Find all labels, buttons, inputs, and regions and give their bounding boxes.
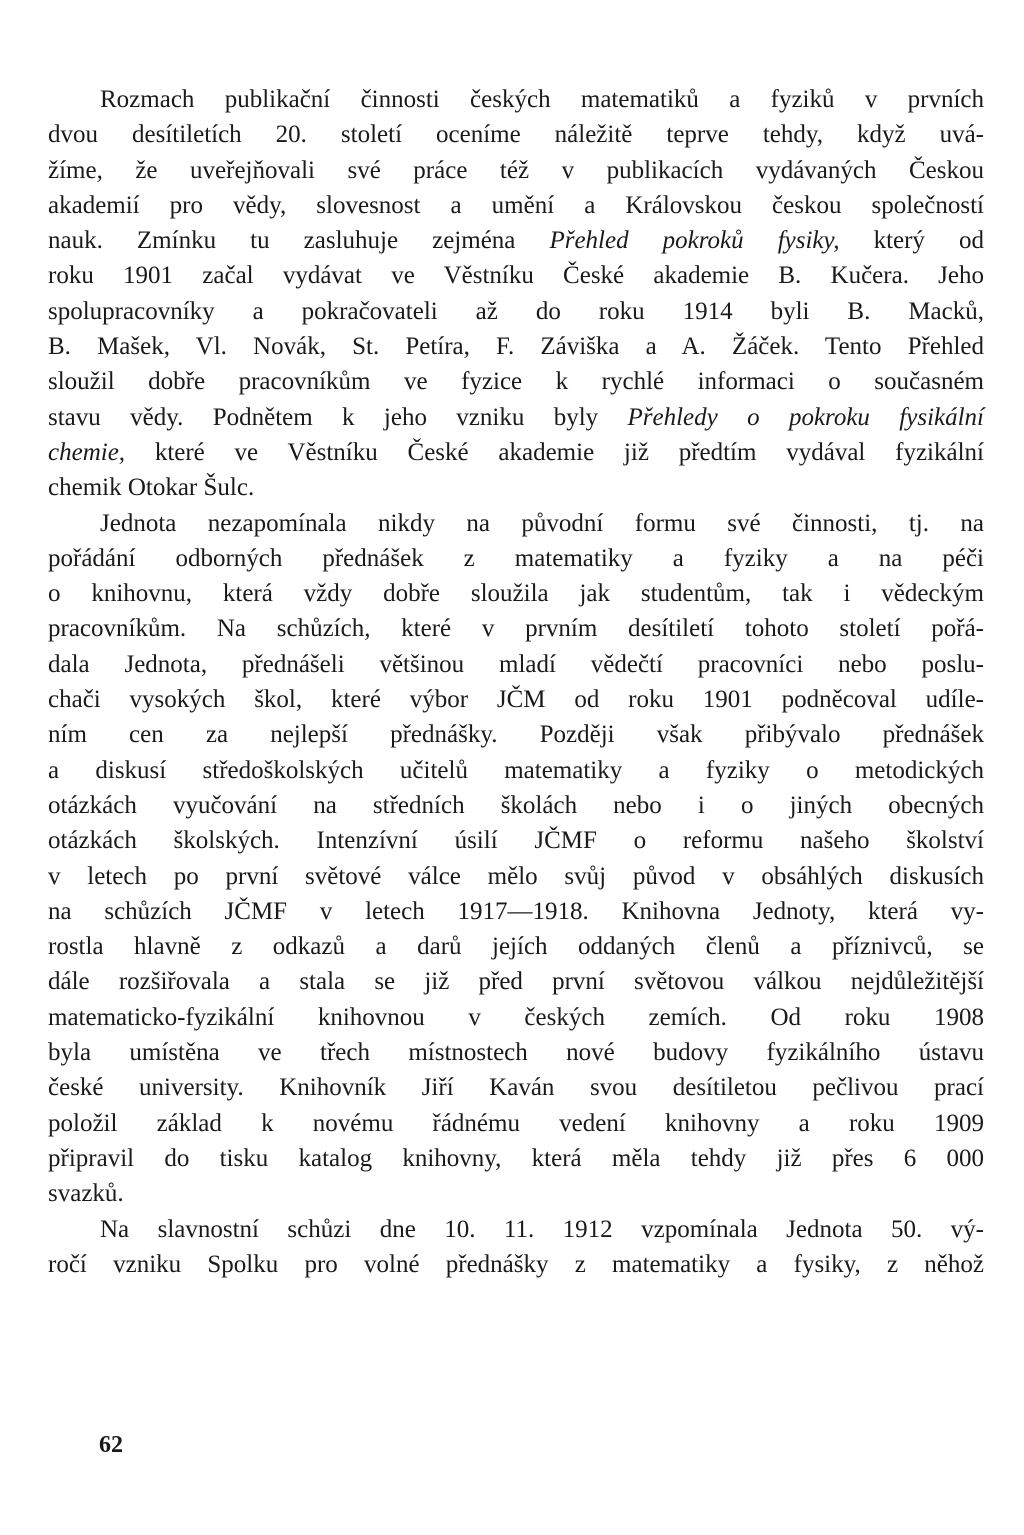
- text-line: [48, 647, 984, 682]
- text-segment: nauk. Zmínku tu zasluhuje zejména: [48, 227, 550, 255]
- text-segment: sloužil dobře pracovníkům ve fyzice k rychlé informaci o současném: [48, 368, 984, 396]
- text-segment: připravil do tisku katalog knihovny, která měla tehdy již přes 6 000: [48, 1144, 984, 1172]
- text-segment: dala Jednota, přednášeli většinou mladí vědečtí pracovníci nebo poslu-: [48, 650, 984, 678]
- text-segment: B. Mašek, Vl. Novák, St. Petíra, F. Záviška a A. Žáček. Tento Přehled: [48, 333, 984, 361]
- text-segment: dále rozšiřovala a stala se již před první světovou válkou nejdůležitější: [48, 968, 984, 996]
- text-line: [48, 823, 984, 858]
- text-line: [48, 1070, 984, 1105]
- text-segment: dvou desítiletích 20. století oceníme náležitě teprve tehdy, když uvá-: [48, 121, 984, 149]
- italic-title: Přehledy o pokroku fysikální: [627, 403, 984, 431]
- text-line: [48, 788, 984, 823]
- text-segment: žíme, že uveřejňovali své práce též v publikacích vydávaných Českou: [48, 156, 984, 184]
- text-line: [48, 753, 984, 788]
- page-body: [48, 82, 984, 1282]
- text-line: [48, 294, 984, 329]
- text-line: [48, 364, 984, 399]
- text-line: [48, 435, 984, 470]
- text-line: [48, 258, 984, 293]
- text-segment: ním cen za nejlepší přednášky. Později však přibývalo přednášek: [48, 721, 984, 749]
- text-segment: ročí vzniku Spolku pro volné přednášky z matematiky a fysiky, z něhož: [48, 1250, 984, 1278]
- text-line: [48, 1176, 984, 1211]
- text-line: [48, 682, 984, 717]
- text-line: [48, 717, 984, 752]
- text-segment: pořádání odborných přednášek z matematiky a fyziky a na péči: [48, 544, 984, 572]
- paragraph-1: [48, 82, 984, 506]
- text-line: [48, 929, 984, 964]
- text-line: [48, 1035, 984, 1070]
- text-segment: chemik Otokar Šulc.: [48, 474, 255, 502]
- paragraph-2: [48, 506, 984, 1212]
- text-segment: Rozmach publikační činnosti českých matematiků a fyziků v prvních: [100, 86, 984, 113]
- text-line: [48, 611, 984, 646]
- text-line: [48, 153, 984, 188]
- text-line: [48, 400, 984, 435]
- text-line: [48, 1106, 984, 1141]
- text-segment: byla umístěna ve třech místnostech nové budovy fyzikálního ústavu: [48, 1039, 984, 1067]
- text-line: [48, 1247, 984, 1282]
- text-line: [48, 470, 984, 505]
- text-line: [48, 329, 984, 364]
- text-segment: otázkách školských. Intenzívní úsilí JČMF o reformu našeho školství: [48, 827, 984, 855]
- italic-title: Přehled pokroků fysiky,: [549, 227, 840, 255]
- text-line: [48, 859, 984, 894]
- text-segment: akademií pro vědy, slovesnost a umění a Královskou českou společností: [48, 191, 984, 219]
- text-line: [48, 894, 984, 929]
- text-segment: svazků.: [48, 1180, 124, 1208]
- text-segment: stavu vědy. Podnětem k jeho vzniku byly: [48, 403, 628, 431]
- text-segment: o knihovnu, která vždy dobře sloužila jak studentům, tak i vědeckým: [48, 580, 984, 608]
- text-segment: které ve Věstníku České akademie již předtím vydával fyzikální: [125, 438, 984, 466]
- text-line: [48, 541, 984, 576]
- text-line: [48, 223, 984, 258]
- text-segment: otázkách vyučování na středních školách nebo i o jiných obecných: [48, 791, 984, 819]
- paragraph-3: [48, 1212, 984, 1283]
- text-segment: který od: [839, 227, 984, 255]
- text-segment: v letech po první světové válce mělo svůj původ v obsáhlých diskusích: [48, 862, 984, 890]
- text-line: [48, 1212, 984, 1247]
- text-line: [48, 117, 984, 152]
- text-segment: rostla hlavně z odkazů a darů jejích oddaných členů a příznivců, se: [48, 933, 984, 961]
- text-line: [48, 1000, 984, 1035]
- text-line: [48, 506, 984, 541]
- text-segment: chači vysokých škol, které výbor JČM od roku 1901 podněcoval udíle-: [48, 686, 984, 714]
- text-segment: roku 1901 začal vydávat ve Věstníku České akademie B. Kučera. Jeho: [48, 262, 984, 290]
- text-line: [48, 82, 984, 117]
- text-line: [48, 576, 984, 611]
- text-segment: matematicko-fyzikální knihovnou v českých zemích. Od roku 1908: [48, 1003, 984, 1031]
- text-segment: Jednota nezapomínala nikdy na původní formu své činnosti, tj. na: [100, 509, 984, 537]
- text-segment: a diskusí středoškolských učitelů matematiky a fyziky o metodických: [48, 756, 984, 784]
- text-segment: na schůzích JČMF v letech 1917—1918. Knihovna Jednoty, která vy-: [48, 897, 984, 925]
- text-line: [48, 964, 984, 999]
- italic-title: chemie,: [48, 438, 126, 466]
- page-number: 62: [99, 1432, 123, 1458]
- text-line: [48, 1141, 984, 1176]
- text-segment: pracovníkům. Na schůzích, které v prvním desítiletí tohoto století pořá-: [48, 615, 984, 643]
- text-segment: spolupracovníky a pokračovateli až do roku 1914 byli B. Macků,: [48, 297, 984, 325]
- text-segment: české university. Knihovník Jiří Kaván svou desítiletou pečlivou prací: [48, 1074, 984, 1102]
- text-segment: položil základ k novému řádnému vedení knihovny a roku 1909: [48, 1109, 984, 1137]
- text-line: [48, 188, 984, 223]
- text-segment: Na slavnostní schůzi dne 10. 11. 1912 vzpomínala Jednota 50. vý-: [100, 1215, 984, 1243]
